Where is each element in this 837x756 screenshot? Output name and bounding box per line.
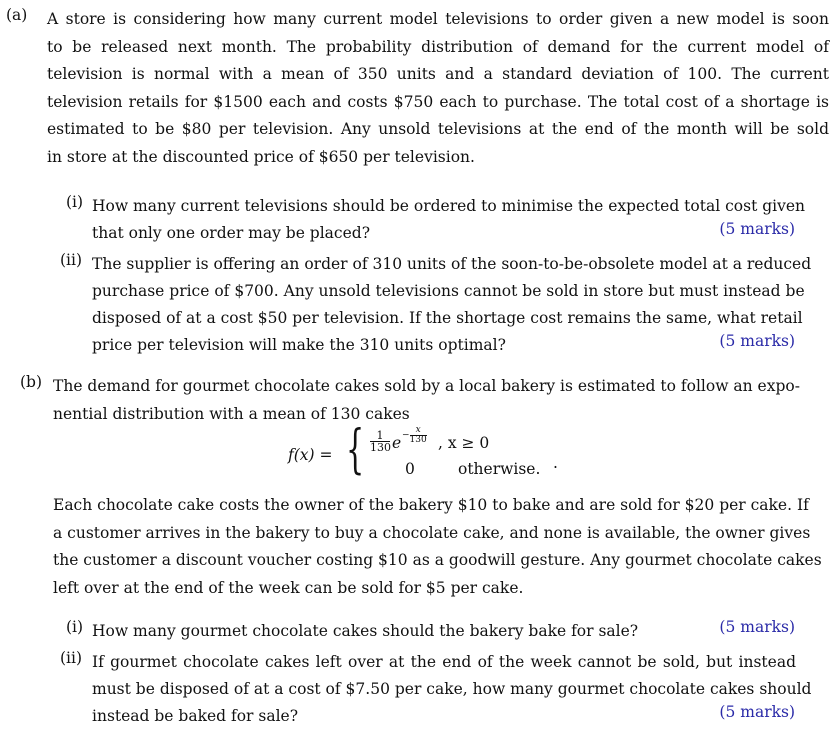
formula-fraction	[370, 430, 390, 454]
part-a-line-5: estimated to be $80 per television. Any unsold televisions at the end of the month will be sold	[47, 120, 829, 138]
part-b-intro	[53, 373, 800, 428]
part-a-line-4: television retails for $1500 each and costs $750 each to purchase. The total cost of a shortage is	[47, 92, 829, 111]
part-a-q2-line-4: price per television will make the 310 units optimal?	[92, 336, 506, 354]
part-a-intro	[47, 6, 829, 171]
formula-exponent	[402, 426, 427, 445]
part-b-q2-marks: (5 marks)	[719, 703, 795, 721]
exponent-sign: −	[402, 430, 410, 441]
part-a-line-2: to be released next month. The probability distribution of demand for the current model of	[47, 37, 829, 56]
formula-frac-den: 130	[370, 441, 391, 454]
part-b-q2-text	[92, 649, 812, 730]
part-b-line-2: nential distribution with a mean of 130 cakes	[53, 404, 410, 423]
part-a-line-3: television is normal with a mean of 350 units and a standard deviation of 100. The current	[47, 65, 829, 83]
formula-frac-num: 1	[376, 429, 384, 442]
formula-zero: 0	[405, 460, 415, 478]
exponent-num: x	[415, 425, 421, 435]
part-b-body-line-3: the customer a discount voucher costing $10 as a goodwill gesture. Any gourmet chocolate cakes	[53, 551, 822, 569]
part-a-label: (a)	[6, 6, 28, 24]
part-a-q1-line-1: How many current televisions should be ordered to minimise the expected total cost given	[92, 197, 806, 215]
part-a-q1-marks: (5 marks)	[719, 220, 795, 238]
part-a-q2-line-3: disposed of at a cost $50 per television. If the shortage cost remains the same, what retail	[92, 309, 803, 327]
pdf-formula	[288, 420, 588, 484]
part-b-q2-label: (ii)	[60, 649, 83, 667]
formula-lhs: f(x) =	[288, 446, 333, 464]
part-a-q2-line-1: The supplier is offering an order of 310 units of the soon-to-be-obsolete model at a reduced	[92, 255, 812, 273]
part-a-q2-line-2: purchase price of $700. Any unsold televisions cannot be sold in store but must instead be	[92, 282, 805, 300]
exponent-den: 130	[409, 435, 427, 445]
part-b-body-line-4: left over at the end of the week can be sold for $5 per cake.	[53, 578, 524, 597]
part-a-q2-marks: (5 marks)	[719, 332, 795, 350]
part-b-q2-line-3: instead be baked for sale?	[92, 707, 299, 725]
part-a-q1-text	[92, 193, 806, 247]
formula-base: e	[392, 434, 402, 452]
part-b-label: (b)	[20, 373, 43, 391]
formula-condition-2: otherwise.	[458, 460, 541, 478]
part-b-body-line-2: a customer arrives in the bakery to buy a chocolate cake, and none is available, the owner gives	[53, 523, 811, 542]
part-b-line-1: The demand for gourmet chocolate cakes sold by a local bakery is estimated to follow an expo-	[53, 377, 800, 395]
part-b-body	[53, 492, 822, 602]
part-b-q1-text	[92, 618, 692, 645]
part-a-q2-text	[92, 251, 812, 359]
part-b-q1-line-1: How many gourmet chocolate cakes should the bakery bake for sale?	[92, 622, 639, 640]
part-a-q2-label: (ii)	[60, 251, 83, 269]
part-b-q1-label: (i)	[66, 618, 84, 636]
part-a-q1-label: (i)	[66, 193, 84, 211]
left-brace-glyph: {	[346, 420, 365, 480]
formula-condition-1: , x ≥ 0	[438, 434, 490, 452]
part-a-q1-line-2: that only one order may be placed?	[92, 224, 371, 242]
formula-period: .	[553, 454, 558, 472]
part-a-line-1: A store is considering how many current model televisions to order given a new model is soon	[47, 10, 829, 28]
part-b-q2-line-1: If gourmet chocolate cakes left over at the end of the week cannot be sold, but instead	[92, 653, 796, 671]
part-b-q1-marks: (5 marks)	[719, 618, 795, 636]
part-b-body-line-1: Each chocolate cake costs the owner of the bakery $10 to bake and are sold for $20 per cake. If	[53, 496, 809, 514]
part-a-line-6: in store at the discounted price of $650 per television.	[47, 147, 475, 166]
part-b-q2-line-2: must be disposed of at a cost of $7.50 per cake, how many gourmet chocolate cakes should	[92, 680, 812, 698]
